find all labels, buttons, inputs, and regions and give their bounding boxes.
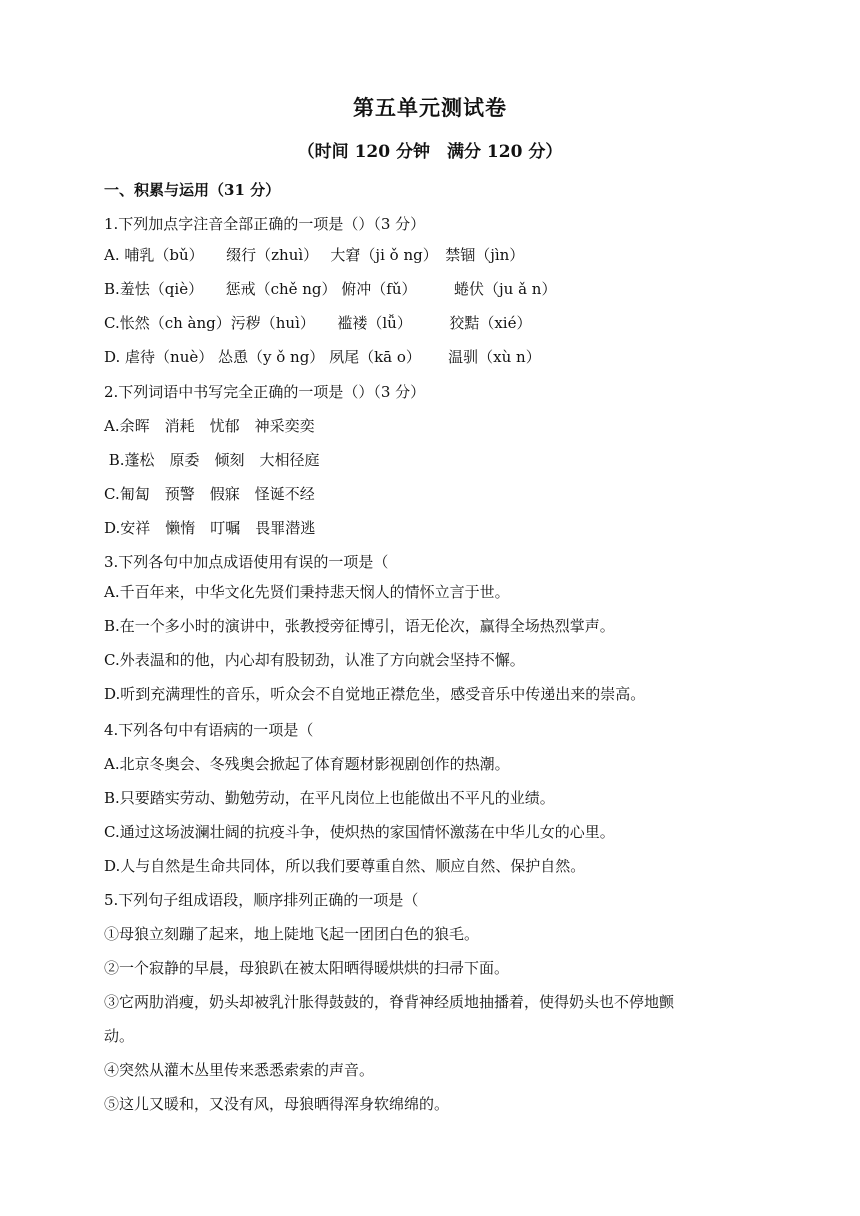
question-5-sentence-1: ①母狼立刻蹦了起来，地上陡地飞起一团团白色的狼毛。 bbox=[104, 925, 480, 943]
question-5-sentence-4: ④突然从灌木丛里传来悉悉索索的声音。 bbox=[104, 1061, 375, 1079]
question-3-option-d: D.听到充满理性的音乐，听众会不自觉地正襟危坐，感受音乐中传递出来的崇高。 bbox=[104, 685, 646, 703]
question-5-sentence-3-cont: 动。 bbox=[104, 1027, 135, 1045]
question-3-option-a: A.千百年来，中华文化先贤们秉持悲天悯人的情怀立言于世。 bbox=[104, 583, 510, 601]
question-2-option-d: D.安祥 懒惰 叮嘱 畏罪潜逃 bbox=[104, 519, 316, 537]
question-1-option-d: D. 虐待（nuè） 怂恿（y ǒ ng） 夙尾（kā o） 温驯（xù n） bbox=[104, 348, 541, 366]
question-4-option-a: A.北京冬奥会、冬残奥会掀起了体育题材影视剧创作的热潮。 bbox=[104, 755, 510, 773]
question-1-option-b: B.羞怯（qiè） 惩戒（chě ng） 俯冲（fǔ） 蜷伏（ju ǎ n） bbox=[104, 280, 557, 298]
question-3-stem: 3.下列各句中加点成语使用有误的一项是（ bbox=[104, 553, 389, 571]
page-title: 第五单元测试卷 bbox=[353, 96, 507, 120]
question-3-option-c: C.外表温和的他，内心却有股韧劲，认准了方向就会坚持不懈。 bbox=[104, 651, 525, 669]
question-4-option-b: B.只要踏实劳动、勤勉劳动，在平凡岗位上也能做出不平凡的业绩。 bbox=[104, 789, 555, 807]
question-5-sentence-2: ②一个寂静的早晨，母狼趴在被太阳晒得暖烘烘的扫帚下面。 bbox=[104, 959, 510, 977]
question-5-sentence-5: ⑤这儿又暖和，又没有风，母狼晒得浑身软绵绵的。 bbox=[104, 1095, 450, 1113]
section-heading: 一、积累与运用（31 分） bbox=[104, 181, 281, 199]
question-1-option-a: A. 哺乳（bǔ） 缀行（zhuì） 大窘（ji ǒ ng） 禁锢（jìn） bbox=[104, 246, 525, 264]
question-2-option-a: A.余晖 消耗 忧郁 神采奕奕 bbox=[104, 417, 315, 435]
question-3-option-b: B.在一个多小时的演讲中，张教授旁征博引，语无伦次，赢得全场热烈掌声。 bbox=[104, 617, 615, 635]
page-subtitle: （时间 120 分钟 满分 120 分） bbox=[297, 142, 563, 162]
question-4-stem: 4.下列各句中有语病的一项是（ bbox=[104, 721, 314, 739]
question-4-option-c: C.通过这场波澜壮阔的抗疫斗争，使炽热的家国情怀激荡在中华儿女的心里。 bbox=[104, 823, 615, 841]
question-2-stem: 2.下列词语中书写完全正确的一项是（）（3 分） bbox=[104, 383, 426, 401]
question-2-option-b: B.蓬松 原委 倾刻 大相径庭 bbox=[104, 451, 320, 469]
question-5-stem: 5.下列句子组成语段，顺序排列正确的一项是（ bbox=[104, 891, 419, 909]
question-4-option-d: D.人与自然是生命共同体，所以我们要尊重自然、顺应自然、保护自然。 bbox=[104, 857, 586, 875]
question-2-option-c: C.匍匐 预警 假寐 怪诞不经 bbox=[104, 485, 315, 503]
question-1-stem: 1.下列加点字注音全部正确的一项是（）（3 分） bbox=[104, 215, 426, 233]
question-1-option-c: C.怅然（ch àng）污秽（huì） 褴褛（lǚ） 狡黠（xié） bbox=[104, 314, 532, 332]
question-5-sentence-3: ③它两肋消瘦，奶头却被乳汁胀得鼓鼓的，脊背神经质地抽播着，使得奶头也不停地颤 bbox=[104, 993, 675, 1011]
